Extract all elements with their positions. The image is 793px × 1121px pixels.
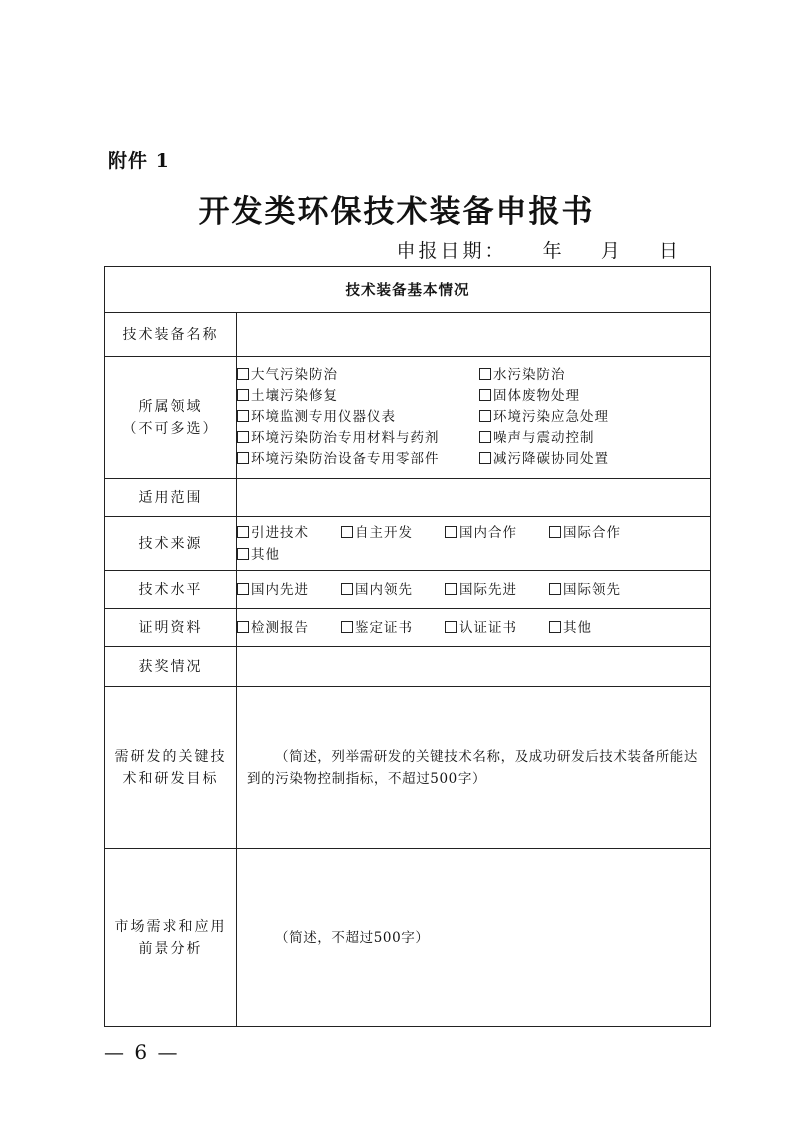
source-option[interactable]: [341, 522, 445, 544]
document-title: 开发类环保技术装备申报书: [198, 194, 595, 230]
option-label: 减污降碳协同处置: [493, 451, 609, 467]
market-label-line1: 市场需求和应用: [114, 918, 227, 935]
page-number: — 6 —: [104, 1040, 180, 1064]
level-option[interactable]: [445, 579, 549, 601]
domain-option[interactable]: [237, 428, 479, 449]
checkbox-icon[interactable]: [237, 410, 249, 422]
scope-label: 适用范围: [105, 479, 237, 517]
proof-option[interactable]: [237, 617, 341, 639]
domain-option[interactable]: [237, 386, 479, 407]
option-label: 环境污染防治专用材料与药剂: [251, 430, 440, 446]
attachment-label: 附件 1: [108, 150, 170, 172]
name-field[interactable]: [237, 313, 711, 357]
domain-label-main: 所属领域: [138, 398, 203, 415]
level-option[interactable]: [549, 579, 653, 601]
checkbox-icon[interactable]: [237, 583, 249, 595]
checkbox-icon[interactable]: [237, 368, 249, 380]
domain-option[interactable]: [479, 449, 689, 470]
checkbox-icon[interactable]: [237, 548, 249, 560]
rd-label: [105, 687, 237, 849]
rd-label-line2: 术和研发目标: [122, 770, 219, 787]
market-label-line2: 前景分析: [138, 940, 203, 957]
level-label: 技术水平: [105, 571, 237, 609]
checkbox-icon[interactable]: [479, 368, 491, 380]
rd-field[interactable]: [237, 687, 711, 849]
scope-field[interactable]: [237, 479, 711, 517]
checkbox-icon[interactable]: [237, 526, 249, 538]
checkbox-icon[interactable]: [237, 452, 249, 464]
source-option[interactable]: [445, 522, 549, 544]
checkbox-icon[interactable]: [237, 431, 249, 443]
option-label: 国际先进: [459, 581, 517, 598]
domain-option[interactable]: [479, 386, 689, 407]
option-label: 噪声与震动控制: [493, 430, 595, 446]
market-instructions: （简述，不超过500字）: [275, 929, 430, 946]
checkbox-icon[interactable]: [237, 621, 249, 633]
checkbox-icon[interactable]: [549, 526, 561, 538]
checkbox-icon[interactable]: [479, 452, 491, 464]
option-label: 环境污染应急处理: [493, 409, 609, 425]
option-label: 国际领先: [563, 581, 621, 598]
source-option[interactable]: [237, 544, 341, 566]
checkbox-icon[interactable]: [237, 389, 249, 401]
domain-option[interactable]: [237, 365, 479, 386]
option-label: 其他: [563, 619, 592, 636]
option-label: 国际合作: [563, 524, 621, 541]
option-label: 自主开发: [355, 524, 413, 541]
domain-option[interactable]: [479, 365, 689, 386]
domain-options: [237, 357, 711, 479]
section-title: 技术装备基本情况: [105, 267, 711, 313]
checkbox-icon[interactable]: [341, 526, 353, 538]
checkbox-icon[interactable]: [549, 621, 561, 633]
option-label: 国内领先: [355, 581, 413, 598]
checkbox-icon[interactable]: [445, 583, 457, 595]
option-label: 国内先进: [251, 581, 309, 598]
option-label: 其他: [251, 546, 280, 563]
checkbox-icon[interactable]: [479, 431, 491, 443]
domain-option[interactable]: [479, 407, 689, 428]
checkbox-icon[interactable]: [341, 621, 353, 633]
checkbox-icon[interactable]: [549, 583, 561, 595]
award-label: 获奖情况: [105, 647, 237, 687]
market-label: [105, 849, 237, 1027]
domain-option[interactable]: [237, 449, 479, 470]
source-label: 技术来源: [105, 517, 237, 571]
checkbox-icon[interactable]: [479, 389, 491, 401]
domain-option[interactable]: [237, 407, 479, 428]
option-label: 土壤污染修复: [251, 388, 338, 404]
award-field[interactable]: [237, 647, 711, 687]
option-label: 大气污染防治: [251, 367, 338, 383]
source-option[interactable]: [549, 522, 653, 544]
option-label: 环境污染防治设备专用零部件: [251, 451, 440, 467]
checkbox-icon[interactable]: [445, 526, 457, 538]
option-label: 水污染防治: [493, 367, 566, 383]
checkbox-icon[interactable]: [445, 621, 457, 633]
proof-options: [237, 609, 711, 647]
option-label: 检测报告: [251, 619, 309, 636]
option-label: 认证证书: [459, 619, 517, 636]
rd-instructions: （简述，列举需研发的关键技术名称，及成功研发后技术装备所能达到的污染物控制指标，不超过500字）: [247, 748, 698, 787]
level-options: [237, 571, 711, 609]
checkbox-icon[interactable]: [479, 410, 491, 422]
application-form-table: [104, 266, 711, 1027]
market-field[interactable]: [237, 849, 711, 1027]
rd-label-line1: 需研发的关键技: [114, 748, 227, 765]
domain-label: [105, 357, 237, 479]
checkbox-icon[interactable]: [341, 583, 353, 595]
proof-option[interactable]: [445, 617, 549, 639]
level-option[interactable]: [341, 579, 445, 601]
domain-option[interactable]: [479, 428, 689, 449]
source-options: [237, 517, 711, 571]
level-option[interactable]: [237, 579, 341, 601]
domain-label-note: （不可多选）: [122, 420, 219, 437]
option-label: 引进技术: [251, 524, 309, 541]
proof-label: 证明资料: [105, 609, 237, 647]
source-option[interactable]: [237, 522, 341, 544]
option-label: 固体废物处理: [493, 388, 580, 404]
name-label: 技术装备名称: [105, 313, 237, 357]
option-label: 环境监测专用仪器仪表: [251, 409, 396, 425]
option-label: 国内合作: [459, 524, 517, 541]
proof-option[interactable]: [549, 617, 653, 639]
option-label: 鉴定证书: [355, 619, 413, 636]
proof-option[interactable]: [341, 617, 445, 639]
declaration-date: 申报日期： 年 月 日: [396, 240, 681, 262]
